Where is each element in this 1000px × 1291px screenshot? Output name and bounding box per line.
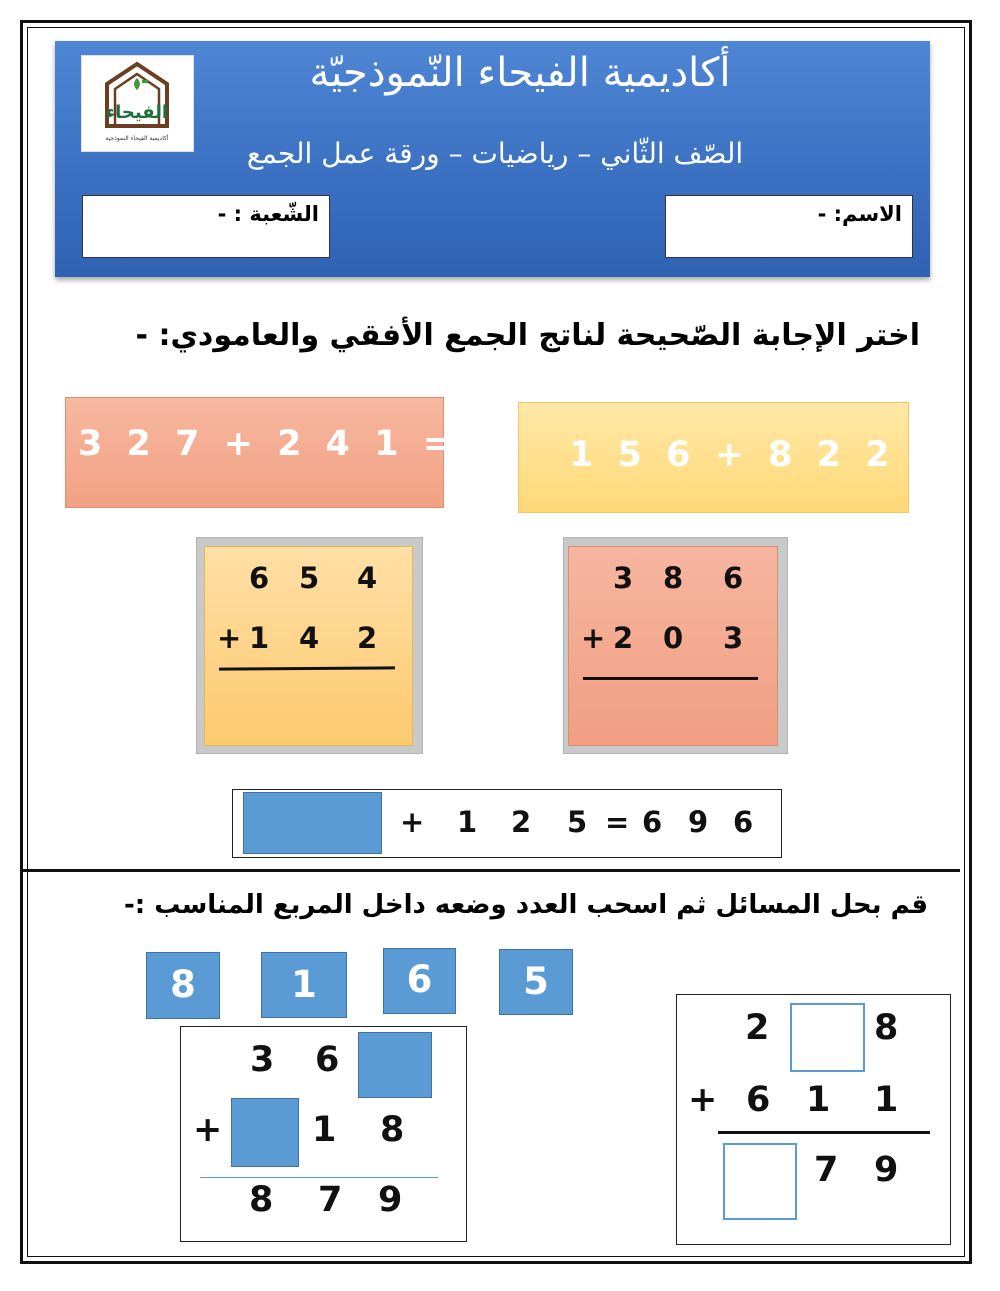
digit: 2 [357, 621, 378, 655]
logo-name: الفيحاء [105, 102, 169, 123]
draggable-tile-1[interactable]: 1 [261, 952, 347, 1018]
draggable-tile-8[interactable]: 8 [146, 952, 220, 1019]
student-name-field[interactable] [665, 195, 913, 258]
sum-line [219, 666, 395, 670]
digit: 6 [642, 805, 663, 839]
digit: 1 [806, 1080, 831, 1120]
equals-sign: = [605, 805, 630, 839]
digit: 8 [663, 561, 684, 595]
vertical-card-1[interactable] [204, 546, 413, 746]
plus-sign: + [217, 621, 242, 655]
digit: 3 [250, 1040, 275, 1080]
part2-instruction: قم بحل المسائل ثم اسحب العدد وضعه داخل المربع المناسب :- [123, 890, 928, 920]
digit: 1 [874, 1080, 899, 1120]
section-label: الشّعبة : - [217, 202, 319, 226]
digit: 9 [874, 1150, 899, 1190]
digit: 5 [299, 561, 320, 595]
problem-1-hundreds-slot[interactable] [231, 1098, 299, 1167]
name-label: الاسم: - [817, 202, 902, 226]
school-name: أكاديمية الفيحاء النّموذجيّة [309, 50, 731, 96]
digit: 1 [457, 805, 478, 839]
logo-caption: أكاديمية الفيحاء النموذجية [105, 135, 169, 142]
problem-2-hundreds-slot[interactable] [723, 1143, 797, 1220]
digit: 2 [613, 621, 634, 655]
sum-line [718, 1131, 930, 1134]
digit: 6 [315, 1040, 340, 1080]
digit: 2 [511, 805, 532, 839]
digit: 7 [318, 1180, 343, 1220]
digit: 0 [663, 621, 684, 655]
sum-line [583, 677, 758, 680]
digit: 6 [723, 561, 744, 595]
section-divider [20, 869, 960, 872]
worksheet-subtitle: الصّف الثّاني – رياضيات – ورقة عمل الجمع [246, 137, 744, 170]
digit: 8 [874, 1008, 899, 1048]
digit: 6 [746, 1080, 771, 1120]
digit: 1 [312, 1110, 337, 1150]
problem-1-ones-slot[interactable] [358, 1032, 432, 1098]
digit: 8 [249, 1180, 274, 1220]
missing-addend-drop-slot[interactable] [243, 792, 382, 854]
draggable-tile-5[interactable]: 5 [499, 949, 573, 1015]
digit: 5 [567, 805, 588, 839]
section-field[interactable] [82, 195, 330, 258]
digit: 7 [814, 1150, 839, 1190]
digit: 3 [723, 621, 744, 655]
plus-sign: + [400, 805, 425, 839]
horizontal-equation-2 [518, 402, 950, 513]
vertical-card-2[interactable] [568, 546, 778, 746]
sum-line [200, 1177, 438, 1178]
digit: 6 [733, 805, 754, 839]
draggable-tile-6[interactable]: 6 [383, 948, 456, 1014]
digit: 2 [745, 1008, 770, 1048]
plus-sign: + [581, 621, 606, 655]
equation-1-text: 3 2 7 + 2 4 1 = [78, 424, 459, 464]
problem-2-tens-slot[interactable] [790, 1003, 865, 1072]
digit: 1 [249, 621, 270, 655]
plus-sign: + [688, 1080, 718, 1120]
digit: 4 [357, 561, 378, 595]
digit: 8 [380, 1110, 405, 1150]
digit: 9 [688, 805, 709, 839]
plus-sign: + [193, 1110, 223, 1150]
part1-instruction: اختر الإجابة الصّحيحة لناتج الجمع الأفقي والعامودي: - [135, 318, 920, 353]
digit: 9 [378, 1180, 403, 1220]
horizontal-equation-1 [65, 397, 459, 508]
digit: 4 [299, 621, 320, 655]
equation-2-text: 1 5 6 + 8 2 2 = [569, 435, 950, 475]
digit: 6 [249, 561, 270, 595]
digit: 3 [613, 561, 634, 595]
